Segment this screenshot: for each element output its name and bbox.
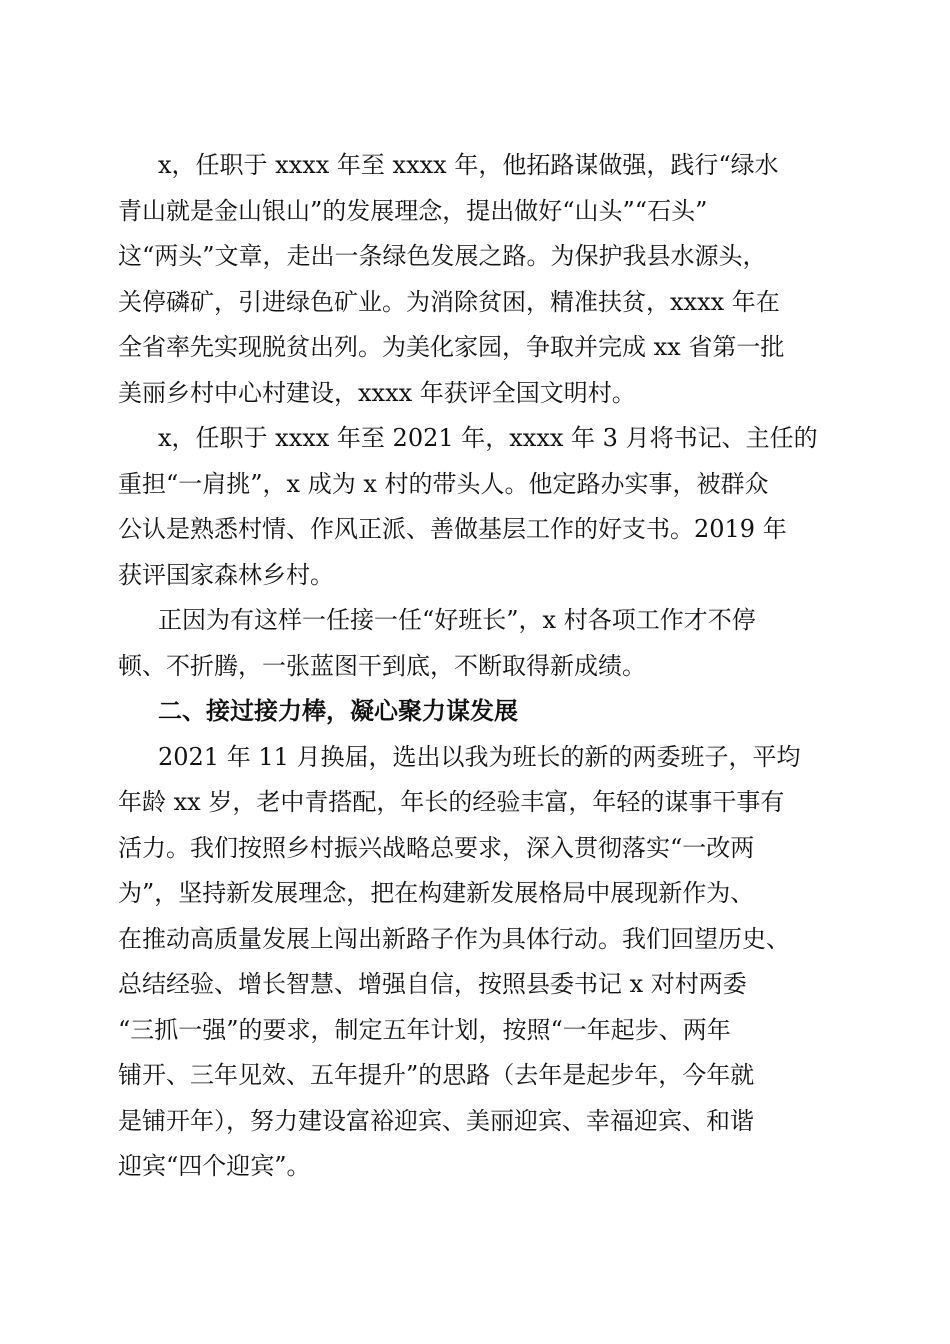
text-line: 这“两头”文章，走出一条绿色发展之路。为保护我县水源头， (118, 242, 767, 270)
section-heading: 二、接过接力棒，凝心聚力谋发展 (158, 697, 518, 725)
text-line: 公认是熟悉村情、作风正派、善做基层工作的好支书。2019 年 (118, 515, 787, 543)
text-line: 总结经验、增长智慧、增强自信，按照县委书记 x 对村两委 (118, 970, 747, 998)
text-line: 为”，坚持新发展理念，把在构建新发展格局中展现新作为、 (118, 879, 755, 907)
text-line: 正因为有这样一任接一任“好班长”，x 村各项工作才不停 (158, 606, 756, 634)
paragraph (118, 416, 840, 598)
text-line: 迎宾“四个迎宾”。 (118, 1152, 311, 1180)
text-line: x，任职于 xxxx 年至 2021 年，xxxx 年 3 月将书记、主任的 (158, 424, 818, 452)
text-line: 年龄 xx 岁，老中青搭配，年长的经验丰富，年轻的谋事干事有 (118, 788, 785, 816)
paragraph (118, 598, 840, 689)
text-line: 全省率先实现脱贫出列。为美化家园，争取并完成 xx 省第一批 (118, 333, 785, 361)
text-line: 重担“一肩挑”，x 成为 x 村的带头人。他定路办实事，被群众 (118, 469, 769, 498)
text-line: 活力。我们按照乡村振兴战略总要求，深入贯彻落实“一改两 (118, 833, 755, 862)
text-line: “三抓一强”的要求，制定五年计划，按照“一年起步、两年 (118, 1015, 731, 1044)
text-line: x，任职于 xxxx 年至 xxxx 年，他拓路谋做强，践行“绿水 (158, 151, 779, 179)
text-line: 关停磷矿，引进绿色矿业。为消除贫困，精准扶贫，xxxx 年在 (118, 287, 780, 316)
text-line: 2021 年 11 月换届，选出以我为班长的新的两委班子，平均 (158, 742, 801, 771)
text-line: 顿、不折腾，一张蓝图干到底，不断取得新成绩。 (118, 651, 646, 680)
document-body (118, 143, 840, 1190)
text-line: 青山就是金山银山”的发展理念，提出做好“山头”“石头” (118, 196, 708, 225)
paragraph (118, 143, 840, 416)
paragraph (118, 735, 840, 1190)
text-line: 是铺开年），努力建设富裕迎宾、美丽迎宾、幸福迎宾、和谐 (118, 1106, 754, 1135)
text-line: 在推动高质量发展上闯出新路子作为具体行动。我们回望历史、 (118, 924, 790, 953)
text-line: 美丽乡村中心村建设，xxxx 年获评全国文明村。 (118, 378, 636, 407)
text-line: 获评国家森林乡村。 (118, 560, 334, 589)
text-line: 铺开、三年见效、五年提升”的思路（去年是起步年，今年就 (118, 1061, 755, 1089)
